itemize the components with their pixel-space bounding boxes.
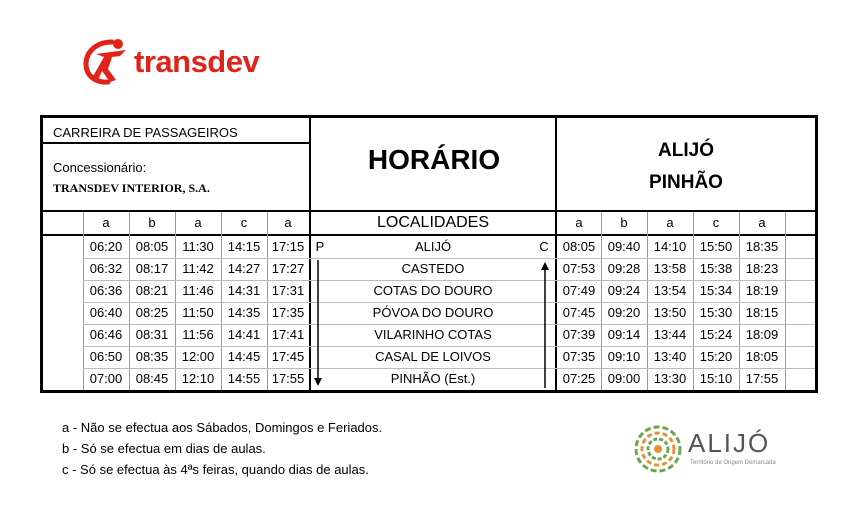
municipality-logo xyxy=(632,424,792,476)
footnote-c: c - Só se efectua às 4ªs feiras, quando dias de aulas. xyxy=(62,462,369,477)
outbound-time: 06:40 xyxy=(89,305,123,320)
concession-label: Concessionário: xyxy=(53,160,147,175)
return-time: 18:05 xyxy=(745,349,779,364)
outbound-time: 17:45 xyxy=(271,349,305,364)
concession-name: TRANSDEV INTERIOR, S.A. xyxy=(53,181,210,195)
return-time: 15:38 xyxy=(699,261,733,276)
return-time: 13:50 xyxy=(653,305,687,320)
locality-name: COTAS DO DOURO xyxy=(373,283,493,298)
return-time: 15:10 xyxy=(699,371,733,386)
return-time: 18:23 xyxy=(745,261,779,276)
outbound-time: 08:35 xyxy=(135,349,169,364)
outbound-time: 11:42 xyxy=(182,261,214,276)
outbound-time: 08:17 xyxy=(135,261,169,276)
locality-name: PINHÃO (Est.) xyxy=(390,371,476,386)
outbound-time: 17:27 xyxy=(271,261,305,276)
return-time: 09:14 xyxy=(607,327,641,342)
return-time: 07:25 xyxy=(562,371,596,386)
return-time: 07:49 xyxy=(562,283,596,298)
return-time: 09:00 xyxy=(607,371,641,386)
outbound-code: a xyxy=(284,215,292,230)
return-time: 07:35 xyxy=(562,349,596,364)
return-code: c xyxy=(712,215,720,230)
locality-name: CASAL DE LOIVOS xyxy=(375,349,491,364)
outbound-time: 06:46 xyxy=(89,327,123,342)
municipality-tagline: Território de Origem Demarcada xyxy=(690,460,776,466)
return-time: 14:10 xyxy=(653,239,687,254)
footnote-b: b - Só se efectua em dias de aulas. xyxy=(62,441,266,456)
transdev-logo xyxy=(82,36,282,86)
outbound-time: 17:35 xyxy=(271,305,305,320)
outbound-time: 14:27 xyxy=(227,261,261,276)
transdev-runner-icon xyxy=(82,36,134,86)
outbound-code: a xyxy=(194,215,202,230)
transdev-wordmark: transdev xyxy=(134,44,260,79)
return-time: 08:05 xyxy=(562,239,596,254)
outbound-time: 12:00 xyxy=(181,349,215,364)
outbound-time: 14:55 xyxy=(227,371,261,386)
outbound-time: 14:15 xyxy=(227,239,261,254)
outbound-time: 14:31 xyxy=(227,283,261,298)
outbound-code: c xyxy=(240,215,248,230)
outbound-time: 06:36 xyxy=(89,283,123,298)
return-time: 09:10 xyxy=(607,349,641,364)
return-time: 18:19 xyxy=(745,283,779,298)
page-title: HORÁRIO xyxy=(367,144,501,175)
outbound-code: a xyxy=(102,215,110,230)
locality-name: ALIJÓ xyxy=(414,239,452,254)
return-time: 13:54 xyxy=(653,283,687,298)
return-time: 13:30 xyxy=(653,371,687,386)
return-time: 09:20 xyxy=(607,305,641,320)
return-time: 07:53 xyxy=(562,261,596,276)
return-time: 15:24 xyxy=(699,327,733,342)
outbound-code: b xyxy=(148,215,156,230)
outbound-time: 06:50 xyxy=(89,349,123,364)
outbound-time: 06:20 xyxy=(89,239,123,254)
outbound-time: 11:50 xyxy=(182,305,214,320)
outbound-time: 08:31 xyxy=(135,327,169,342)
outbound-time: 17:55 xyxy=(271,371,305,386)
outbound-time: 14:41 xyxy=(227,327,261,342)
terminus-marker: C xyxy=(539,239,549,254)
return-time: 15:34 xyxy=(699,283,733,298)
footnotes xyxy=(62,417,382,480)
route-from: ALIJÓ xyxy=(658,140,714,161)
return-time: 15:20 xyxy=(699,349,733,364)
outbound-time: 06:32 xyxy=(89,261,123,276)
arrow-down-icon xyxy=(313,260,323,388)
outbound-time: 08:05 xyxy=(135,239,169,254)
return-time: 07:45 xyxy=(562,305,596,320)
return-time: 09:40 xyxy=(607,239,641,254)
return-time: 18:09 xyxy=(745,327,779,342)
return-code: a xyxy=(758,215,766,230)
outbound-time: 11:46 xyxy=(182,283,214,298)
return-time: 18:35 xyxy=(745,239,779,254)
return-time: 15:30 xyxy=(699,305,733,320)
localities-header: LOCALIDADES xyxy=(376,214,490,231)
return-time: 07:39 xyxy=(562,327,596,342)
footnote-a: a - Não se efectua aos Sábados, Domingos e Feriados. xyxy=(62,420,383,435)
outbound-time: 08:25 xyxy=(135,305,169,320)
arrow-up-icon xyxy=(540,260,550,388)
return-time: 18:15 xyxy=(745,305,779,320)
return-time: 13:58 xyxy=(653,261,687,276)
return-time: 13:40 xyxy=(653,349,687,364)
outbound-time: 17:31 xyxy=(271,283,305,298)
outbound-time: 17:41 xyxy=(271,327,305,342)
outbound-time: 11:56 xyxy=(182,327,214,342)
return-time: 15:50 xyxy=(699,239,733,254)
timetable xyxy=(40,115,818,393)
outbound-time: 14:35 xyxy=(227,305,261,320)
return-time: 13:44 xyxy=(653,327,687,342)
outbound-time: 08:45 xyxy=(135,371,169,386)
municipality-name: ALIJÓ xyxy=(688,428,771,458)
return-code: a xyxy=(666,215,674,230)
outbound-time: 11:30 xyxy=(182,239,214,254)
return-code: a xyxy=(575,215,583,230)
return-time: 09:28 xyxy=(607,261,641,276)
outbound-time: 17:15 xyxy=(271,239,305,254)
locality-name: CASTEDO xyxy=(401,261,465,276)
route-to: PINHÃO xyxy=(649,172,723,193)
fingerprint-emblem-icon xyxy=(632,424,684,474)
outbound-time: 14:45 xyxy=(227,349,261,364)
locality-name: PÓVOA DO DOURO xyxy=(372,305,494,320)
return-time: 17:55 xyxy=(745,371,779,386)
outbound-time: 12:10 xyxy=(181,371,215,386)
service-type: CARREIRA DE PASSAGEIROS xyxy=(53,125,238,140)
return-time: 09:24 xyxy=(607,283,641,298)
departure-marker: P xyxy=(315,239,325,254)
return-code: b xyxy=(620,215,628,230)
outbound-time: 07:00 xyxy=(89,371,123,386)
locality-name: VILARINHO COTAS xyxy=(374,327,492,342)
outbound-time: 08:21 xyxy=(135,283,169,298)
